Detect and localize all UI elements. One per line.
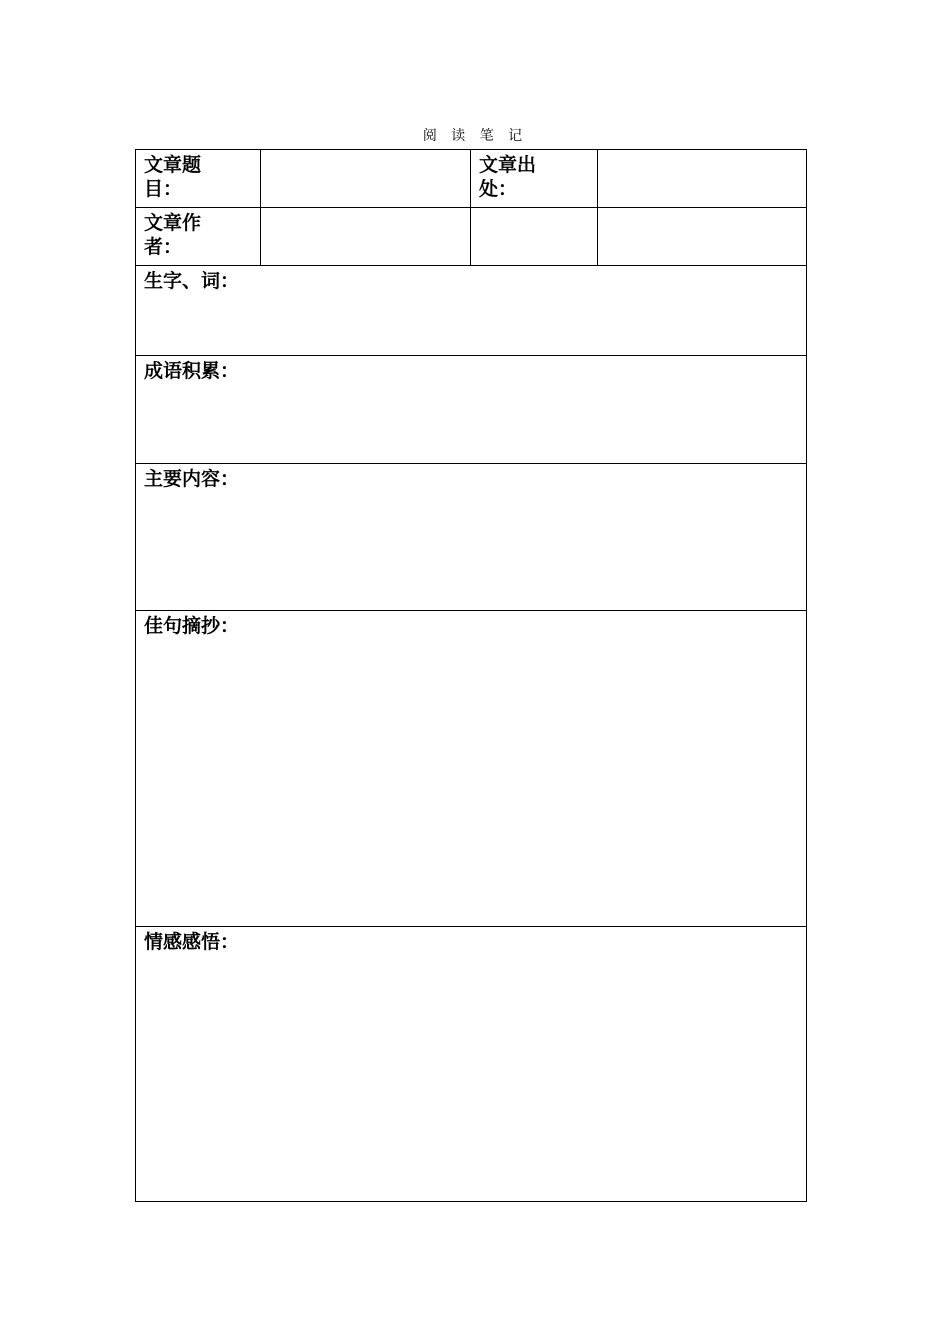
article-source-field[interactable] — [598, 150, 807, 208]
quotes-row — [136, 611, 807, 927]
blank-cell[interactable] — [471, 208, 598, 266]
article-title-label: 文章题目： — [144, 154, 202, 200]
summary-label: 主要内容： — [144, 468, 240, 490]
article-author-label-cell — [136, 208, 261, 266]
article-title-label-cell — [136, 150, 261, 208]
article-source-label: 文章出处： — [479, 154, 537, 200]
summary-field[interactable] — [136, 464, 807, 611]
quotes-field[interactable] — [136, 611, 807, 927]
article-title-field[interactable] — [261, 150, 471, 208]
summary-row — [136, 464, 807, 611]
feelings-field[interactable] — [136, 927, 807, 1202]
reading-notes-form — [135, 149, 807, 1202]
header-row-title-source — [136, 150, 807, 208]
blank-cell[interactable] — [598, 208, 807, 266]
feelings-row — [136, 927, 807, 1202]
idioms-row — [136, 356, 807, 464]
article-author-label: 文章作者： — [144, 212, 202, 258]
article-author-field[interactable] — [261, 208, 471, 266]
article-source-label-cell — [471, 150, 598, 208]
vocab-row — [136, 266, 807, 356]
quotes-label: 佳句摘抄： — [144, 615, 240, 637]
idioms-label: 成语积累： — [144, 360, 240, 382]
page-title: 阅 读 笔 记 — [422, 128, 528, 144]
vocab-label: 生字、词： — [144, 270, 240, 292]
header-row-author — [136, 208, 807, 266]
idioms-field[interactable] — [136, 356, 807, 464]
feelings-label: 情感感悟： — [144, 931, 240, 953]
vocab-field[interactable] — [136, 266, 807, 356]
